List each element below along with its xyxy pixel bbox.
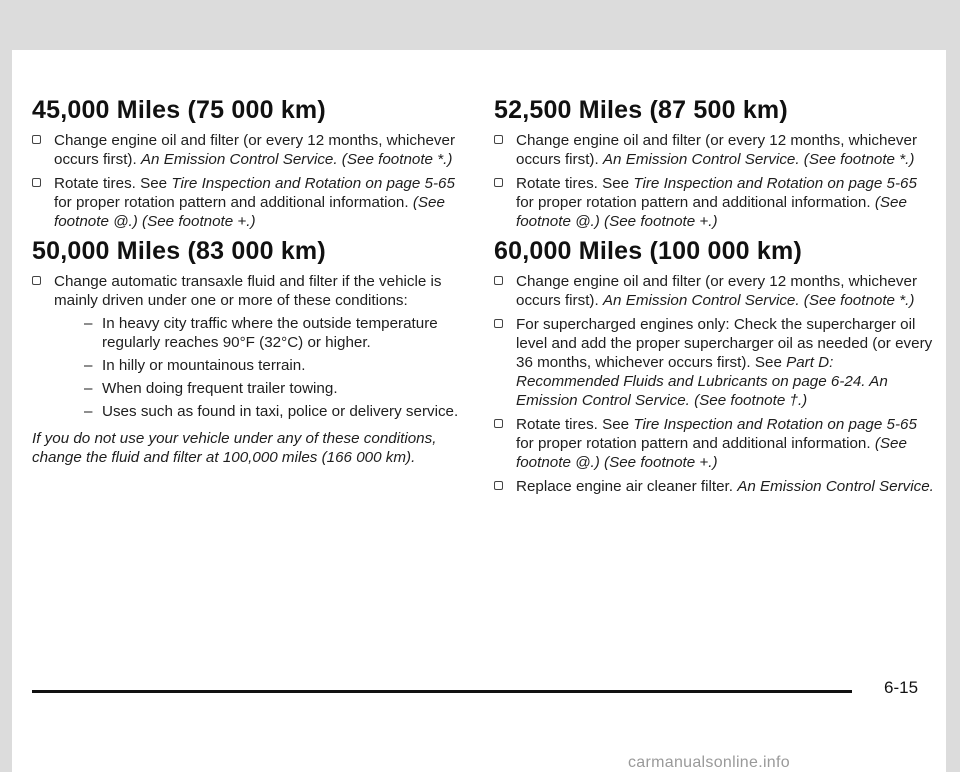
checklist-item: Change automatic transaxle fluid and filter if the vehicle is mainly driven under one or more of these conditions: – In heavy city traffic where the outside temperature regularly reaches 90°F (32°C) or higher. – In hilly or mountainous terrain. – When doing frequent trailer towing. – Uses such as found in taxi, police or delivery service. (32, 272, 462, 421)
section-heading: 45,000 Miles (75 000 km) (32, 96, 326, 124)
left-column (32, 96, 462, 473)
page-number: 6-15 (884, 678, 919, 697)
section-heading: 50,000 Miles (83 000 km) (32, 237, 326, 265)
checklist-item: Replace engine air cleaner filter. An Emission Control Service. (494, 477, 934, 496)
condition-item: – In hilly or mountainous terrain. (84, 357, 306, 374)
section-heading: 60,000 Miles (100 000 km) (494, 237, 802, 265)
section-50000 (32, 237, 462, 467)
condition-item: – Uses such as found in taxi, police or delivery service. (84, 403, 459, 420)
section-52500 (494, 96, 934, 231)
section-heading: 52,500 Miles (87 500 km) (494, 96, 788, 124)
section-45000 (32, 96, 462, 231)
condition-note: If you do not use your vehicle under any of these conditions, change the fluid and filter at 100,000 miles (166 000 km). (32, 430, 437, 466)
checkbox-icon (32, 178, 41, 187)
condition-item: – In heavy city traffic where the outside temperature regularly reaches 90°F (32°C) or higher. (84, 315, 438, 351)
manual-page (12, 50, 946, 772)
checklist-item: For supercharged engines only: Check the supercharger oil level and add the proper supercharger oil as needed (or every 36 months, whichever occurs first). See Part D: Recommended Fluids and Lubricants on page 6-24. An Emission Control Service. (See footnote †.) (494, 315, 934, 410)
checkbox-icon (494, 276, 503, 285)
checkbox-icon (32, 276, 41, 285)
watermark: carmanualsonline.info (628, 754, 790, 771)
checklist-item: Change engine oil and filter (or every 12 months, whichever occurs first). An Emission Control Service. (See footnote *.) (494, 131, 934, 169)
right-column (494, 96, 934, 502)
section-60000 (494, 237, 934, 496)
checkbox-icon (494, 481, 503, 490)
checklist-item: Change engine oil and filter (or every 12 months, whichever occurs first). An Emission Control Service. (See footnote *.) (494, 272, 934, 310)
checkbox-icon (32, 135, 41, 144)
checklist-item: Rotate tires. See Tire Inspection and Rotation on page 5-65 for proper rotation pattern and additional information. (See footnote @.) (See footnote +.) (494, 174, 934, 231)
checklist-item: Change engine oil and filter (or every 12 months, whichever occurs first). An Emission Control Service. (See footnote *.) (32, 131, 462, 169)
checklist-item: Rotate tires. See Tire Inspection and Rotation on page 5-65 for proper rotation pattern and additional information. (See footnote @.) (See footnote +.) (494, 415, 934, 472)
footer-rule (32, 690, 852, 693)
checklist-item: Rotate tires. See Tire Inspection and Rotation on page 5-65 for proper rotation pattern and additional information. (See footnote @.) (See footnote +.) (32, 174, 462, 231)
checkbox-icon (494, 178, 503, 187)
condition-item: – When doing frequent trailer towing. (84, 380, 338, 397)
conditions-list (32, 314, 462, 421)
checkbox-icon (494, 319, 503, 328)
checkbox-icon (494, 419, 503, 428)
checkbox-icon (494, 135, 503, 144)
